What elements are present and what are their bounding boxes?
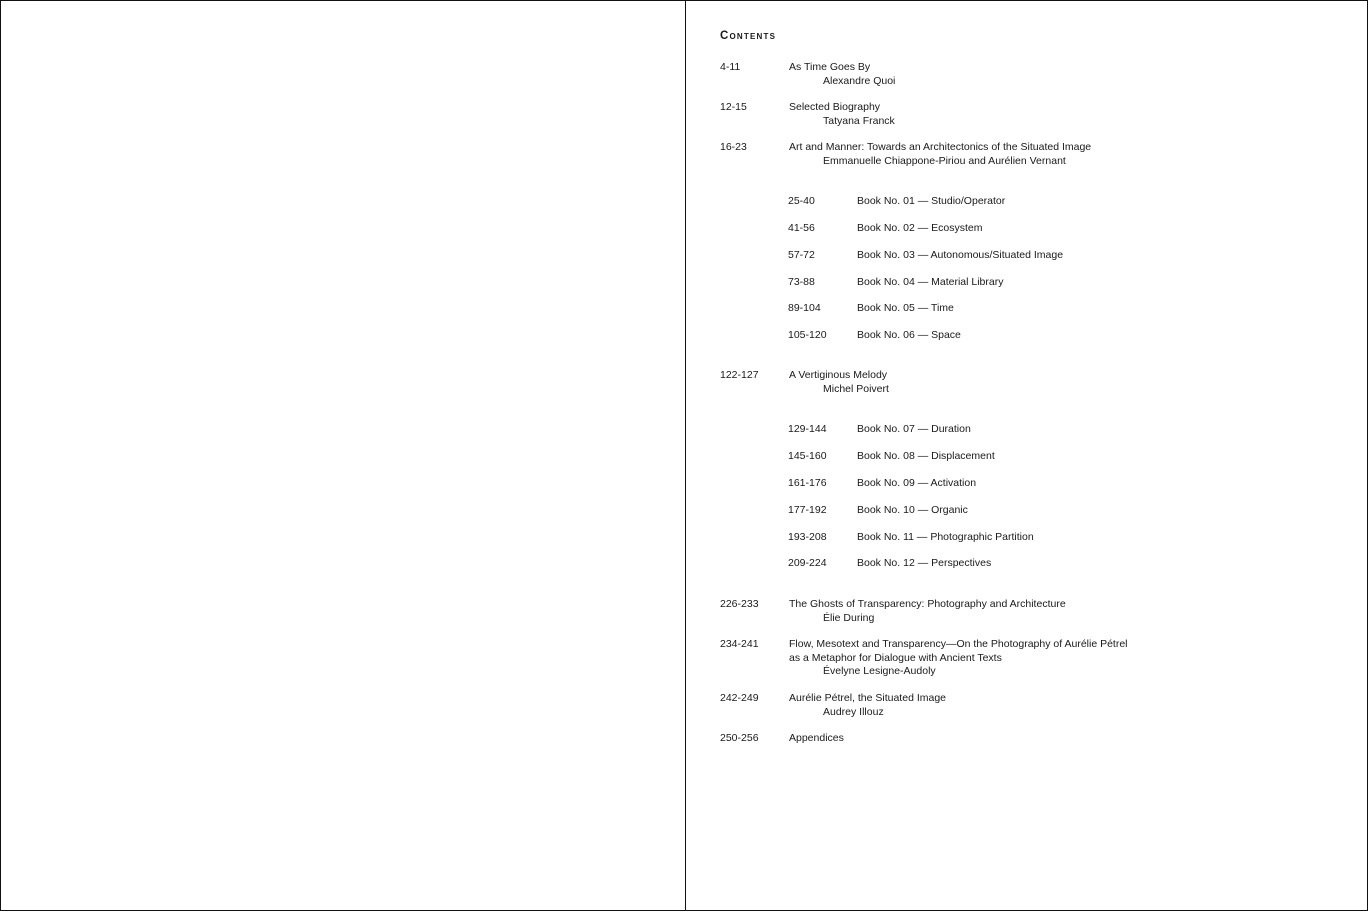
- entry-title-line2: as a Metaphor for Dialogue with Ancient Texts: [789, 651, 1002, 664]
- book-pages: 25-40: [788, 195, 815, 207]
- entry-title: Appendices: [789, 732, 844, 744]
- entry-author: Michel Poivert: [823, 383, 889, 395]
- contents-heading: Contents: [720, 30, 777, 42]
- book-title: Book No. 08 — Displacement: [857, 450, 995, 462]
- book-pages: 129-144: [788, 423, 827, 435]
- entry-title: A Vertiginous Melody: [789, 369, 888, 381]
- book-title: Book No. 01 — Studio/Operator: [857, 195, 1006, 207]
- entry-author: Évelyne Lesigne-Audoly: [823, 665, 936, 677]
- entry-title: The Ghosts of Transparency: Photography and Architecture: [789, 598, 1066, 610]
- book-pages: 145-160: [788, 450, 827, 462]
- book-pages: 209-224: [788, 557, 827, 569]
- entry-pages: 122-127: [720, 369, 759, 381]
- book-title: Book No. 05 — Time: [857, 302, 954, 314]
- book-pages: 57-72: [788, 249, 815, 261]
- book-title: Book No. 02 — Ecosystem: [857, 222, 983, 234]
- entry-pages: 234-241: [720, 638, 759, 650]
- book-title: Book No. 10 — Organic: [857, 504, 968, 516]
- entry-pages: 242-249: [720, 692, 759, 704]
- book-pages: 73-88: [788, 276, 815, 288]
- entry-pages: 12-15: [720, 101, 747, 113]
- entry-pages: 250-256: [720, 732, 759, 744]
- book-title: Book No. 06 — Space: [857, 329, 961, 341]
- book-title: Book No. 04 — Material Library: [857, 276, 1004, 288]
- entry-title: Art and Manner: Towards an Architectonics of the Situated Image: [789, 141, 1092, 153]
- book-pages: 161-176: [788, 477, 827, 489]
- entry-author: Élie During: [823, 611, 875, 624]
- book-title: Book No. 12 — Perspectives: [857, 557, 992, 569]
- entry-pages: 16-23: [720, 141, 747, 153]
- entry-pages: 4-11: [720, 61, 741, 73]
- entry-title: Selected Biography: [789, 101, 881, 113]
- book-pages: 177-192: [788, 504, 827, 516]
- contents-page: [686, 1, 1367, 910]
- entry-pages: 226-233: [720, 598, 759, 610]
- entry-author: Alexandre Quoi: [823, 74, 896, 87]
- entry-title: As Time Goes By: [789, 61, 871, 73]
- entry-author: Tatyana Franck: [823, 115, 895, 127]
- entry-author: Emmanuelle Chiappone-Piriou and Aurélien Vernant: [823, 155, 1066, 167]
- book-title: Book No. 03 — Autonomous/Situated Image: [857, 249, 1064, 261]
- book-pages: 41-56: [788, 222, 815, 234]
- book-title: Book No. 09 — Activation: [857, 477, 977, 489]
- entry-author: Audrey Illouz: [823, 705, 884, 718]
- book-title: Book No. 11 — Photographic Partition: [857, 531, 1034, 543]
- book-title: Book No. 07 — Duration: [857, 423, 971, 435]
- entry-title: Flow, Mesotext and Transparency—On the Photography of Aurélie Pétrel: [789, 638, 1128, 650]
- entry-title: Aurélie Pétrel, the Situated Image: [789, 692, 947, 704]
- book-pages: 193-208: [788, 531, 827, 543]
- left-page-blank: [1, 1, 685, 910]
- book-pages: 105-120: [788, 329, 827, 341]
- book-pages: 89-104: [788, 302, 821, 314]
